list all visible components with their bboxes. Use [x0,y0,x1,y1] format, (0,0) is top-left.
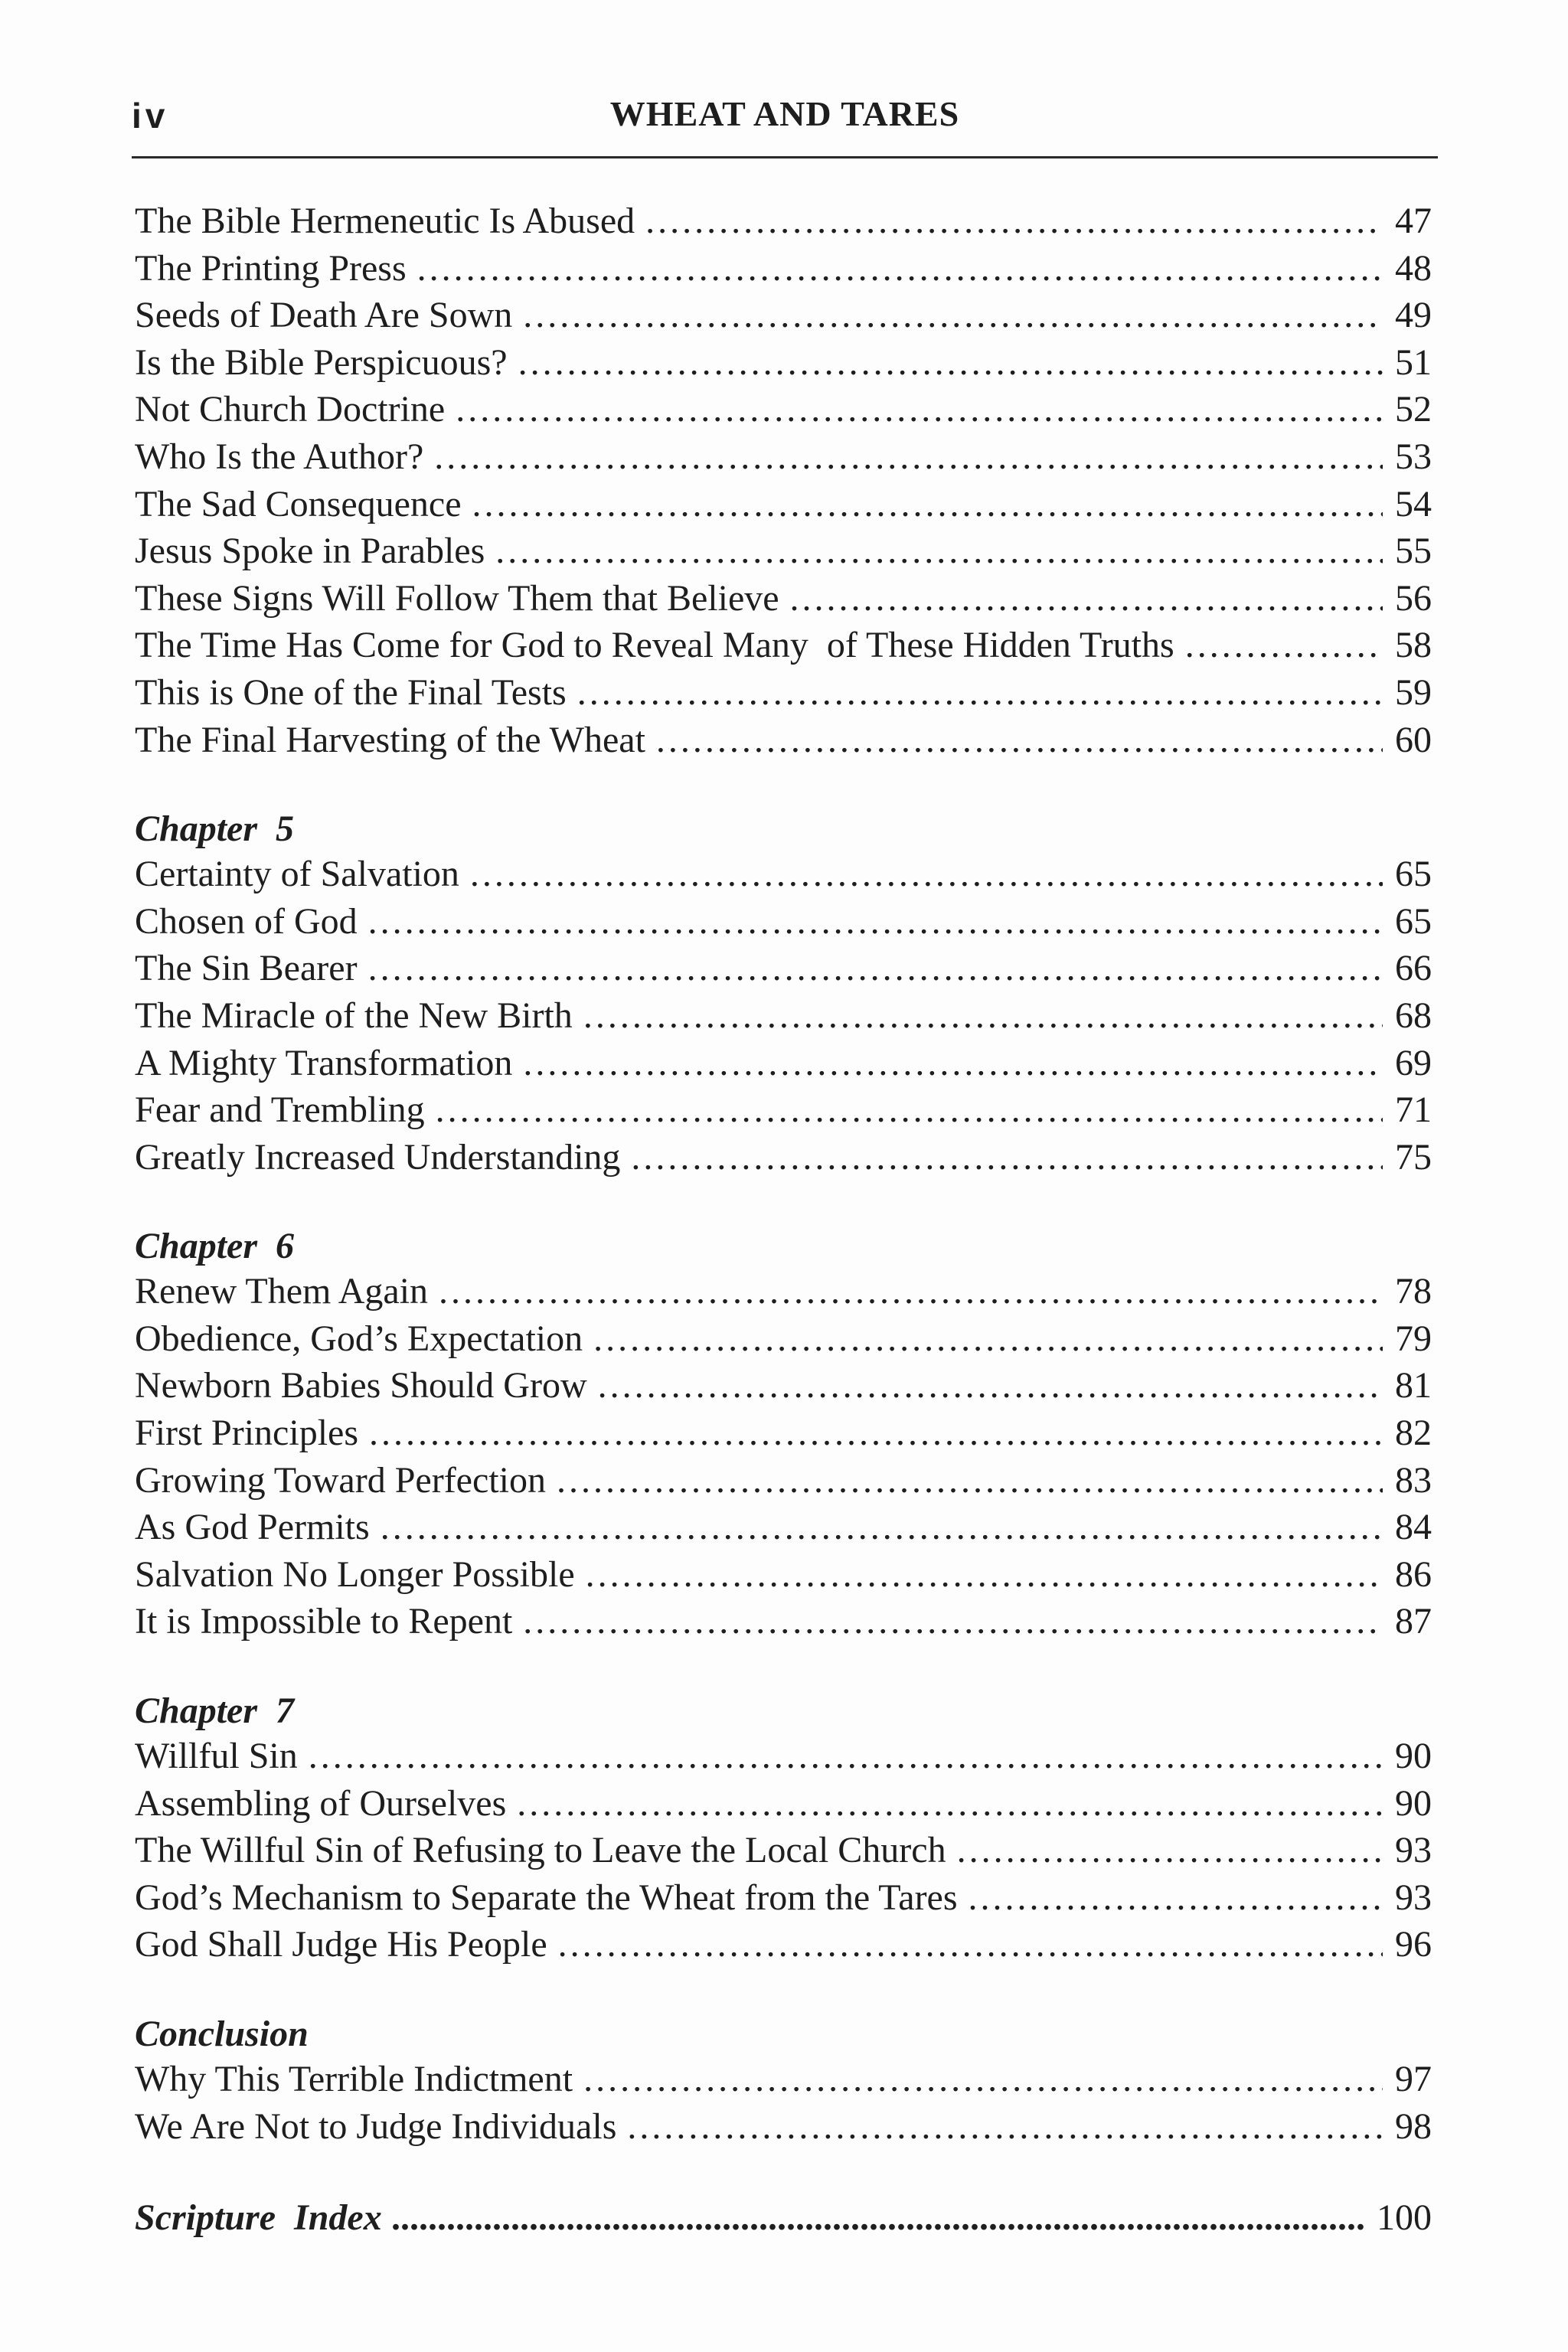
toc-entry-page: 71 [1395,1089,1432,1131]
toc-entry-page: 59 [1395,671,1432,713]
toc-entry-title: Jesus Spoke in Parables [135,531,485,572]
toc-entry-title: It is Impossible to Repent [135,1601,513,1642]
dot-leader [456,386,1383,433]
toc-entry [135,481,1432,528]
dot-leader [439,1268,1383,1315]
toc-entry [135,945,1432,992]
toc-entry [135,1268,1432,1315]
dot-leader [790,575,1383,622]
toc-entry-page: 75 [1395,1136,1432,1178]
toc-entry-title: Obedience, God’s Expectation [135,1318,583,1359]
toc-entry-page: 81 [1395,1365,1432,1406]
toc-entry-page: 47 [1395,201,1432,241]
toc-entry-title: Chosen of God [135,900,358,942]
toc-entry [135,245,1432,292]
toc-entry [135,1551,1432,1599]
toc-section-chapter-5 [135,808,1432,1181]
toc-entry-title: Newborn Babies Should Grow [135,1365,587,1406]
dot-leader [369,1410,1383,1457]
toc-entry [135,1315,1432,1363]
dot-leader [577,669,1383,717]
toc-entry-page: 53 [1395,436,1432,477]
toc-entry [135,339,1432,387]
dot-leader [517,1780,1383,1828]
toc-entry [135,2056,1432,2103]
toc-entry-page: 83 [1395,1459,1432,1501]
toc-entry [135,1827,1432,1874]
dot-leader [523,292,1383,339]
toc-entry-title: The Time Has Come for God to Reveal Many of These Hidden Truths [135,625,1174,666]
toc-entry-page: 78 [1395,1271,1432,1312]
chapter-heading: Chapter 6 [135,1226,295,1267]
toc-entry-title: The Sin Bearer [135,948,358,989]
dot-leader [436,1086,1383,1134]
toc-entry-page: 100 [1377,2197,1432,2239]
toc-entry-page: 98 [1395,2105,1432,2147]
toc-entry-title: As God Permits [135,1507,370,1548]
toc-entry-page: 68 [1395,995,1432,1036]
toc-entry-title: Certainty of Salvation [135,854,459,895]
toc-entry-page: 90 [1395,1736,1432,1777]
toc-entry-page: 96 [1395,1924,1432,1965]
toc-entry-title: Willful Sin [135,1736,298,1777]
dot-leader [472,481,1383,528]
dot-leader [969,1874,1383,1922]
dot-leader [558,1921,1383,1968]
toc-entry-title: The Bible Hermeneutic Is Abused [135,201,635,241]
dot-leader [518,339,1383,387]
toc-entry [135,992,1432,1040]
dot-leader [368,945,1383,992]
toc-entry-page: 93 [1395,1877,1432,1918]
toc-entry-title: God’s Mechanism to Separate the Wheat from the Tares [135,1877,958,1918]
toc-entry [135,898,1432,946]
chapter-heading: Chapter 7 [135,1690,295,1732]
table-of-contents [135,198,1432,2242]
toc-entry [135,1362,1432,1410]
dot-leader [393,2194,1366,2242]
chapter-heading: Conclusion [135,2014,309,2054]
toc-entry-title: Scripture Index [135,2197,382,2239]
toc-entry [135,1086,1432,1134]
toc-entry-title: The Sad Consequence [135,483,462,524]
dot-leader [598,1362,1383,1410]
toc-entry-title: Who Is the Author? [135,436,424,477]
toc-entry-page: 90 [1395,1782,1432,1824]
toc-entry [135,1874,1432,1922]
toc-entry-title: The Final Harvesting of the Wheat [135,719,645,760]
dot-leader [656,717,1383,764]
toc-entry-page: 51 [1395,341,1432,383]
dot-leader [631,1134,1383,1181]
toc-entry-title: Salvation No Longer Possible [135,1553,575,1595]
toc-entry-page: 93 [1395,1830,1432,1871]
toc-entry-title: Seeds of Death Are Sown [135,295,513,336]
toc-entry [135,292,1432,339]
dot-leader [434,433,1383,481]
dot-leader [523,1598,1383,1645]
toc-entry [135,198,1432,245]
dot-leader [470,851,1383,898]
toc-entry-page: 56 [1395,577,1432,619]
dot-leader [586,1551,1383,1599]
toc-section-chapter-7 [135,1690,1432,1968]
toc-entry-page: 65 [1395,900,1432,942]
toc-entry [135,1040,1432,1087]
toc-entry-page: 66 [1395,948,1432,989]
running-head [132,90,1438,158]
toc-entry [135,669,1432,717]
toc-entry-page: 79 [1395,1318,1432,1359]
toc-entry [135,1457,1432,1504]
toc-section-continued [135,198,1432,763]
toc-entry [135,1921,1432,1968]
dot-leader [309,1733,1383,1780]
toc-entry-title: Is the Bible Perspicuous? [135,341,508,383]
toc-section-conclusion [135,2013,1432,2150]
toc-entry [135,386,1432,433]
toc-entry [135,1504,1432,1551]
toc-entry-page: 55 [1395,531,1432,572]
dot-leader [957,1827,1383,1874]
toc-entry [135,2103,1432,2151]
toc-entry [135,433,1432,481]
toc-entry-title: These Signs Will Follow Them that Believe [135,577,779,619]
toc-entry [135,1598,1432,1645]
toc-entry-title: We Are Not to Judge Individuals [135,2105,617,2147]
toc-entry-page: 49 [1395,295,1432,336]
toc-entry [135,622,1432,669]
toc-entry [135,528,1432,575]
dot-leader [583,992,1383,1040]
toc-entry [135,1134,1432,1181]
toc-entry-page: 48 [1395,247,1432,289]
dot-leader [593,1315,1383,1363]
toc-entry-title: The Miracle of the New Birth [135,995,573,1036]
toc-section-scripture-index [135,2194,1432,2242]
toc-entry-page: 69 [1395,1042,1432,1083]
toc-entry-page: 54 [1395,483,1432,524]
dot-leader [495,528,1383,575]
toc-entry [135,851,1432,898]
toc-entry-page: 58 [1395,625,1432,666]
toc-entry [135,575,1432,622]
toc-entry-title: First Principles [135,1413,359,1454]
dot-leader [627,2103,1383,2151]
toc-entry-page: 86 [1395,1553,1432,1595]
toc-entry-title: A Mighty Transformation [135,1042,513,1083]
toc-entry-title: Renew Them Again [135,1271,429,1312]
book-title: WHEAT AND TARES [609,94,960,133]
toc-entry-title: This is One of the Final Tests [135,671,567,713]
toc-entry [135,717,1432,764]
toc-entry-title: God Shall Judge His People [135,1924,547,1965]
toc-entry [135,1780,1432,1828]
dot-leader [583,2056,1383,2103]
toc-entry-title: Greatly Increased Understanding [135,1136,621,1178]
toc-entry-title: Not Church Doctrine [135,389,446,430]
dot-leader [1185,622,1383,669]
toc-entry-page: 52 [1395,389,1432,430]
toc-entry-page: 84 [1395,1507,1432,1548]
toc-entry-title: The Printing Press [135,247,407,289]
toc-entry [135,1733,1432,1780]
dot-leader [417,245,1383,292]
toc-entry-page: 82 [1395,1413,1432,1454]
toc-entry-title: Assembling of Ourselves [135,1782,507,1824]
dot-leader [368,898,1383,946]
toc-entry-page: 97 [1395,2059,1432,2099]
chapter-heading: Chapter 5 [135,808,295,850]
dot-leader [381,1504,1383,1551]
dot-leader [557,1457,1383,1504]
toc-entry-page: 60 [1395,719,1432,760]
toc-entry-title: The Willful Sin of Refusing to Leave the Local Church [135,1830,946,1871]
toc-entry-title: Why This Terrible Indictment [135,2059,573,2099]
dot-leader [523,1040,1383,1087]
toc-entry-title: Fear and Trembling [135,1089,425,1131]
toc-entry [135,1410,1432,1457]
page-number: iv [132,96,169,136]
toc-entry-page: 65 [1395,854,1432,895]
toc-section-chapter-6 [135,1225,1432,1645]
toc-entry-page: 87 [1395,1601,1432,1642]
toc-entry-title: Growing Toward Perfection [135,1459,546,1501]
dot-leader [645,198,1383,245]
toc-entry-scripture-index [135,2194,1432,2242]
